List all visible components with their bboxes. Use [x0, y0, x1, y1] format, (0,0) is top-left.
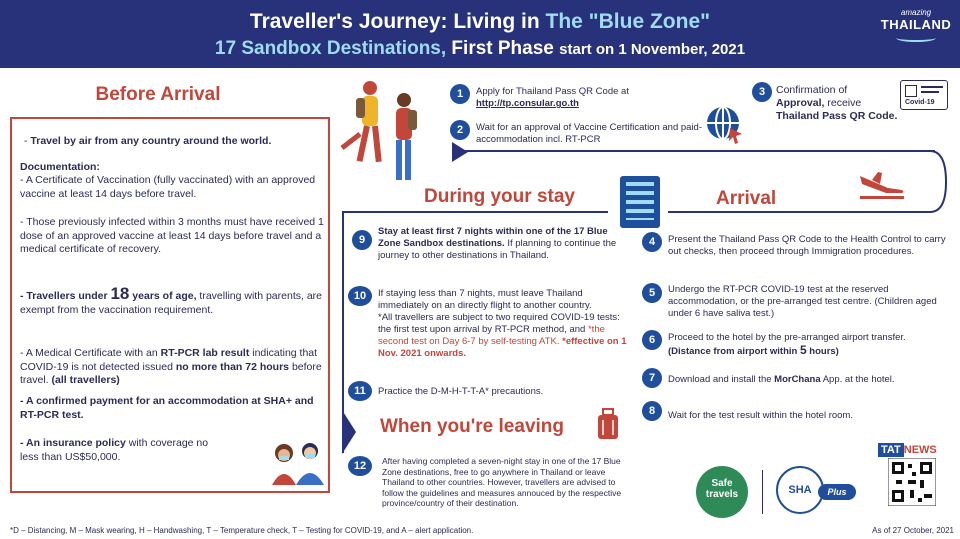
step-1-text: Apply for Thailand Pass QR Code at http://tp.consular.go.th	[476, 86, 629, 109]
travellers-illustration	[338, 78, 430, 188]
hotel-windows-icon	[626, 182, 654, 220]
safe-travels-text: Safe	[711, 478, 733, 489]
during-stay-title: During your stay	[424, 186, 575, 207]
when-leaving-title: When you're leaving	[380, 416, 564, 437]
card-line-icon	[921, 86, 943, 88]
step-10-text: If staying less than 7 nights, must leave Thailand immediately on an directly flight to another country. *All travellers are subject to two required COVID-19 tests: the first test upon arrival by RT-PCR method, and *the second test on Day 6-7 by self-testing ATK. *effective on 1 Nov. 2021 onwards.	[378, 288, 627, 359]
covid-card-label: Covid-19	[905, 99, 935, 106]
documentation-heading: Documentation:	[20, 161, 100, 173]
step-8-text: Wait for the test result within the hotel room.	[668, 410, 853, 421]
badge-divider	[762, 470, 763, 514]
covid-card-icon	[900, 80, 948, 110]
minors-exempt-item: - Travellers under 18 years of age, travelling with parents, are exempt from the vaccination requirement.	[20, 284, 322, 316]
before-arrival-panel	[10, 117, 330, 493]
page-subtitle	[0, 38, 960, 60]
step-12-badge: 12	[348, 456, 372, 476]
flow-line-arrival	[668, 211, 930, 213]
as-of-date: As of 27 October, 2021	[872, 526, 954, 535]
step-9-text: Stay at least first 7 nights within one of the 17 Blue Zone Sandbox destinations. If planning to continue the journey to other destinations in Thailand.	[378, 226, 617, 261]
arrival-title: Arrival	[716, 188, 777, 209]
title-text: Traveller's Journey: Living in	[249, 10, 546, 33]
step-11-badge: 11	[348, 381, 372, 401]
logo-big-text: THAILAND	[880, 17, 952, 32]
step-9-badge: 9	[352, 230, 372, 250]
flow-arrow-right-icon	[450, 140, 470, 164]
flow-curve-right	[930, 150, 948, 214]
step-6-badge: 6	[642, 330, 662, 350]
qr-code-icon[interactable]	[888, 458, 936, 506]
subtitle-text: First Phase	[446, 38, 560, 59]
insurance-item: - An insurance policy with coverage no less than US$50,000.	[20, 437, 209, 463]
tat-text: TAT	[878, 443, 904, 457]
step-6-text: Proceed to the hotel by the pre-arranged airport transfer. (Distance from airport within 5 hours)	[668, 332, 906, 357]
safe-travels-badge	[696, 466, 748, 518]
flow-line-during	[342, 211, 608, 213]
footer-abbreviations-note: *D – Distancing, M – Mask wearing, H – Handwashing, T – Temperature check, T – Testing for COVID-19, and A – alert application.	[10, 526, 474, 535]
step-2-text: Wait for an approval of Vaccine Certification and paid-accommodation incl. RT-PCR	[476, 122, 703, 145]
flow-line-top	[455, 150, 935, 152]
step-8-badge: 8	[642, 401, 662, 421]
step-5-badge: 5	[642, 283, 662, 303]
thailand-pass-link[interactable]: http://tp.consular.go.th	[476, 98, 579, 109]
card-line-icon	[921, 91, 939, 93]
before-arrival-title: Before Arrival	[95, 84, 221, 105]
luggage-icon	[596, 408, 620, 442]
news-text: NEWS	[903, 444, 937, 456]
globe-cursor-icon	[704, 104, 746, 146]
safe-travels-text-2: travels	[705, 489, 739, 500]
logo-small-text: amazing	[900, 8, 932, 17]
step-1-badge: 1	[450, 84, 470, 104]
step-7-badge: 7	[642, 368, 662, 388]
page-title	[0, 10, 960, 34]
sha-badge	[776, 466, 824, 514]
tat-news-logo	[878, 440, 937, 458]
subtitle-date: start on 1 November, 2021	[559, 41, 746, 58]
travel-by-air-item: - Travel by air from any country around the world.	[24, 135, 272, 147]
step-3-text: Confirmation of Approval, receive Thailand Pass QR Code.	[776, 84, 898, 122]
step-2-badge: 2	[450, 120, 470, 140]
flow-arrow-left-icon	[340, 408, 358, 456]
airplane-landing-icon	[858, 170, 906, 200]
masked-travellers-illustration	[268, 437, 328, 485]
step-5-text: Undergo the RT-PCR COVID-19 test at the reserved accommodation, or the pre-arranged test centre. (Children aged under 6 have saliva test.)	[668, 284, 937, 319]
card-photo-icon	[905, 85, 917, 97]
step-4-text: Present the Thailand Pass QR Code to the Health Control to carry out checks, then proceed through Immigration procedures.	[668, 234, 946, 257]
medical-certificate-item: - A Medical Certificate with an RT-PCR lab result indicating that COVID-19 is not detected issued no more than 72 hours before travel. (all travellers)	[20, 347, 322, 386]
step-4-badge: 4	[642, 232, 662, 252]
title-highlight: The "Blue Zone"	[545, 10, 711, 33]
step-7-text: Download and install the MorChana App. at the hotel.	[668, 374, 895, 385]
sha-plus-badge: Plus	[818, 484, 856, 500]
sha-text: SHA	[788, 484, 812, 496]
accommodation-payment-item: - A confirmed payment for an accommodation at SHA+ and RT-PCR test.	[20, 395, 314, 421]
subtitle-highlight: 17 Sandbox Destinations,	[214, 38, 447, 59]
doc-previously-infected-item: - Those previously infected within 3 months must have received 1 dose of an approved vaccine at least 14 days before travel and a medical certificate of recovery.	[20, 216, 324, 255]
amazing-thailand-logo	[880, 8, 952, 42]
doc-vaccination-item: - A Certificate of Vaccination (fully vaccinated) with an approved vaccine at least 14 days before travel.	[20, 174, 316, 200]
header-banner	[0, 0, 960, 68]
step-3-badge: 3	[752, 82, 772, 102]
step-12-text: After having completed a seven-night stay in one of the 17 Blue Zone destinations, free to go anywhere in Thailand or leave Thailand to other countries. However, travellers are advised to follow the guidelines and measures annouced by the respective province/country of their destination.	[382, 456, 622, 508]
step-11-text: Practice the D-M-H-T-T-A* precautions.	[378, 386, 544, 397]
step-10-badge: 10	[348, 286, 372, 306]
logo-swoosh-icon	[896, 34, 936, 42]
hotel-building-icon	[620, 176, 660, 228]
